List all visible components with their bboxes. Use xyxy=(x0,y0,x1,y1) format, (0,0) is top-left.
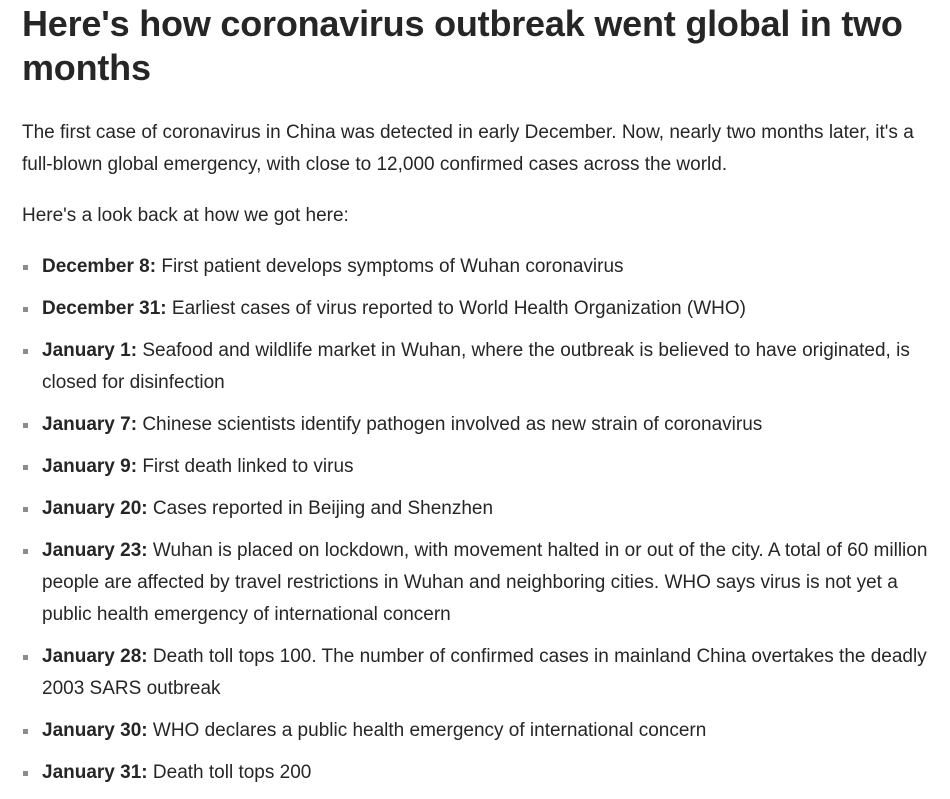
timeline-date: January 9: xyxy=(42,456,143,477)
timeline-text: Earliest cases of virus reported to World Health Organization (WHO) xyxy=(171,298,746,319)
square-bullet-icon xyxy=(23,349,28,354)
square-bullet-icon xyxy=(23,465,28,470)
timeline-list xyxy=(22,251,940,789)
timeline-item xyxy=(22,251,940,283)
timeline-date: January 28: xyxy=(42,646,153,667)
timeline-item xyxy=(22,335,940,399)
square-bullet-icon xyxy=(23,655,28,660)
timeline-text: First death linked to virus xyxy=(142,456,354,477)
timeline-item xyxy=(22,641,940,705)
article-intro: The first case of coronavirus in China was detected in early December. Now, nearly two months later, it's a full-blown global emergency, with close to 12,000 confirmed cases across the world. xyxy=(22,122,914,175)
timeline-item xyxy=(22,493,940,525)
timeline-text: Death toll tops 200 xyxy=(152,762,312,783)
timeline-date: January 7: xyxy=(42,414,143,435)
article xyxy=(22,0,940,799)
article-lead: Here's a look back at how we got here: xyxy=(22,205,349,226)
timeline-date: December 8: xyxy=(42,256,162,277)
square-bullet-icon xyxy=(23,265,28,270)
timeline-date: January 1: xyxy=(42,340,143,361)
square-bullet-icon xyxy=(23,729,28,734)
timeline-item xyxy=(22,293,940,325)
timeline-text: Death toll tops 100. The number of confirmed cases in mainland China overtakes the deadly 2003 SARS outbreak xyxy=(42,646,927,699)
square-bullet-icon xyxy=(23,771,28,776)
timeline-date: January 31: xyxy=(42,762,153,783)
timeline-text: Chinese scientists identify pathogen involved as new strain of coronavirus xyxy=(142,414,763,435)
timeline-item xyxy=(22,715,940,747)
timeline-item xyxy=(22,757,940,789)
timeline-date: January 23: xyxy=(42,540,153,561)
timeline-text: Cases reported in Beijing and Shenzhen xyxy=(152,498,494,519)
timeline-text: Wuhan is placed on lockdown, with movement halted in or out of the city. A total of 60 million people are affected by travel restrictions in Wuhan and neighboring cities. WHO says virus is not yet a public health emergency of international concern xyxy=(42,540,928,625)
timeline-item xyxy=(22,451,940,483)
timeline-text: Seafood and wildlife market in Wuhan, where the outbreak is believed to have originated, is closed for disinfection xyxy=(42,340,910,393)
square-bullet-icon xyxy=(23,423,28,428)
square-bullet-icon xyxy=(23,307,28,312)
timeline-item xyxy=(22,409,940,441)
article-headline: Here's how coronavirus outbreak went global in two months xyxy=(22,3,903,88)
timeline-date: December 31: xyxy=(42,298,172,319)
timeline-text: WHO declares a public health emergency of international concern xyxy=(152,720,707,741)
timeline-item xyxy=(22,535,940,631)
square-bullet-icon xyxy=(23,549,28,554)
timeline-date: January 30: xyxy=(42,720,153,741)
timeline-text: First patient develops symptoms of Wuhan coronavirus xyxy=(161,256,624,277)
timeline-date: January 20: xyxy=(42,498,153,519)
square-bullet-icon xyxy=(23,507,28,512)
